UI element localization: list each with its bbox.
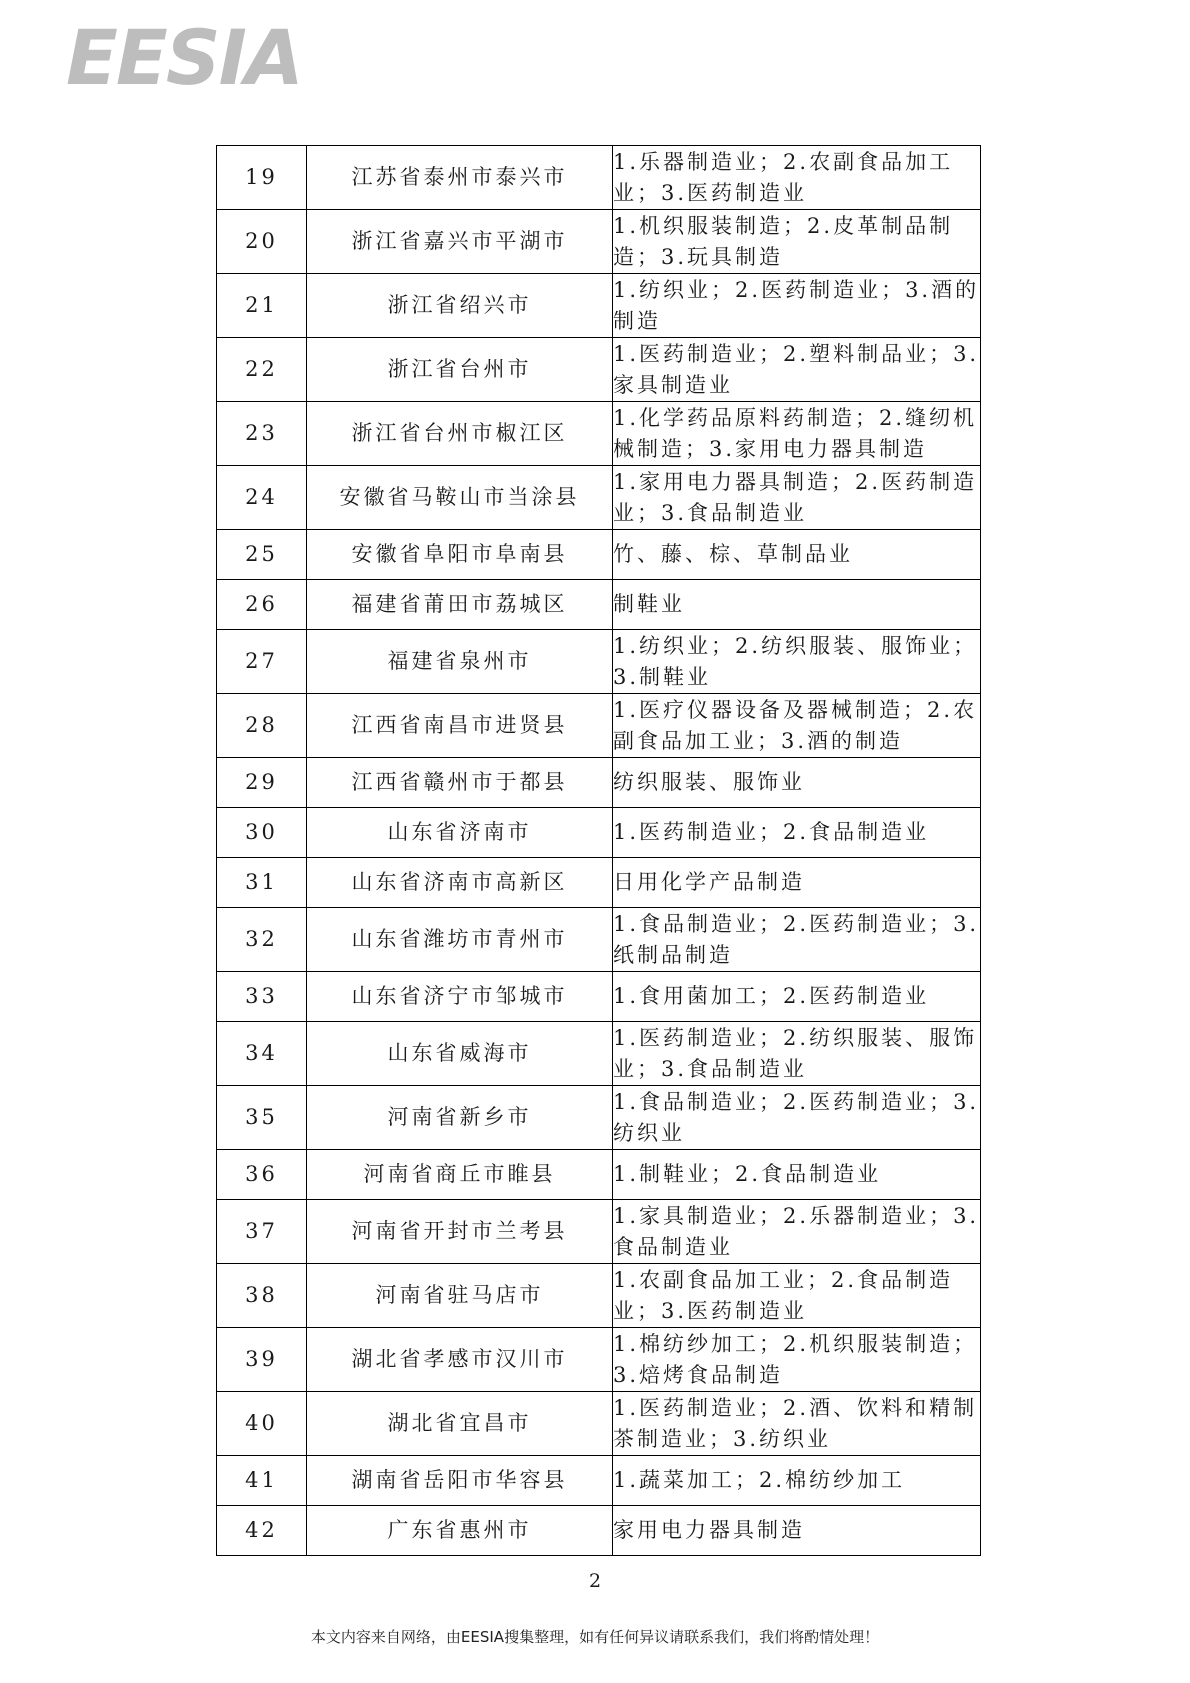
- industries: 纺织服装、服饰业: [613, 758, 981, 808]
- region-name: 安徽省马鞍山市当涂县: [307, 466, 613, 530]
- row-number: 30: [217, 808, 307, 858]
- table-row: [217, 1022, 981, 1086]
- region-name: 山东省潍坊市青州市: [307, 908, 613, 972]
- row-number: 23: [217, 402, 307, 466]
- row-number: 24: [217, 466, 307, 530]
- table-row: [217, 758, 981, 808]
- footer-note: 本文内容来自网络，由EESIA搜集整理，如有任何异议请联系我们，我们将酌情处理！: [310, 1628, 880, 1646]
- industries: 1.纺织业；2.纺织服装、服饰业；3.制鞋业: [613, 630, 981, 694]
- table-row: [217, 402, 981, 466]
- region-name: 湖北省宜昌市: [307, 1392, 613, 1456]
- industries: 1.医药制造业；2.塑料制品业；3.家具制造业: [613, 338, 981, 402]
- region-name: 江西省赣州市于都县: [307, 758, 613, 808]
- industries: 1.棉纺纱加工；2.机织服装制造；3.焙烤食品制造: [613, 1328, 981, 1392]
- table-row: [217, 580, 981, 630]
- industries: 竹、藤、棕、草制品业: [613, 530, 981, 580]
- row-number: 32: [217, 908, 307, 972]
- industries: 1.农副食品加工业；2.食品制造业；3.医药制造业: [613, 1264, 981, 1328]
- industries: 1.食品制造业；2.医药制造业；3.纺织业: [613, 1086, 981, 1150]
- region-name: 山东省济南市: [307, 808, 613, 858]
- region-name: 河南省商丘市睢县: [307, 1150, 613, 1200]
- table-row: [217, 808, 981, 858]
- industries: 1.医药制造业；2.食品制造业: [613, 808, 981, 858]
- industries: 1.化学药品原料药制造；2.缝纫机械制造；3.家用电力器具制造: [613, 402, 981, 466]
- table-row: [217, 274, 981, 338]
- row-number: 20: [217, 210, 307, 274]
- row-number: 35: [217, 1086, 307, 1150]
- row-number: 19: [217, 146, 307, 210]
- row-number: 27: [217, 630, 307, 694]
- industries: 1.家用电力器具制造；2.医药制造业；3.食品制造业: [613, 466, 981, 530]
- industries: 1.制鞋业；2.食品制造业: [613, 1150, 981, 1200]
- row-number: 37: [217, 1200, 307, 1264]
- row-number: 39: [217, 1328, 307, 1392]
- table-row: [217, 1086, 981, 1150]
- row-number: 22: [217, 338, 307, 402]
- logo: EESIA: [66, 13, 302, 102]
- region-name: 福建省泉州市: [307, 630, 613, 694]
- region-name: 江西省南昌市进贤县: [307, 694, 613, 758]
- industries: 1.机织服装制造；2.皮革制品制造；3.玩具制造: [613, 210, 981, 274]
- industries: 1.医药制造业；2.纺织服装、服饰业；3.食品制造业: [613, 1022, 981, 1086]
- region-industry-table: [216, 145, 981, 1556]
- table-row: [217, 146, 981, 210]
- region-name: 浙江省嘉兴市平湖市: [307, 210, 613, 274]
- row-number: 41: [217, 1456, 307, 1506]
- table-row: [217, 694, 981, 758]
- industries: 家用电力器具制造: [613, 1506, 981, 1556]
- table-row: [217, 1506, 981, 1556]
- industries: 1.蔬菜加工；2.棉纺纱加工: [613, 1456, 981, 1506]
- table-row: [217, 908, 981, 972]
- region-name: 浙江省台州市: [307, 338, 613, 402]
- table-body: [217, 146, 981, 1556]
- region-name: 山东省济宁市邹城市: [307, 972, 613, 1022]
- industries: 1.医疗仪器设备及器械制造；2.农副食品加工业；3.酒的制造: [613, 694, 981, 758]
- row-number: 28: [217, 694, 307, 758]
- table-row: [217, 1456, 981, 1506]
- industries: 1.医药制造业；2.酒、饮料和精制茶制造业；3.纺织业: [613, 1392, 981, 1456]
- region-name: 广东省惠州市: [307, 1506, 613, 1556]
- region-name: 湖南省岳阳市华容县: [307, 1456, 613, 1506]
- region-name: 河南省开封市兰考县: [307, 1200, 613, 1264]
- row-number: 40: [217, 1392, 307, 1456]
- row-number: 42: [217, 1506, 307, 1556]
- page-number: 2: [588, 1570, 602, 1592]
- region-name: 浙江省绍兴市: [307, 274, 613, 338]
- industries: 1.食用菌加工；2.医药制造业: [613, 972, 981, 1022]
- row-number: 25: [217, 530, 307, 580]
- table-row: [217, 530, 981, 580]
- table-row: [217, 466, 981, 530]
- industries: 1.家具制造业；2.乐器制造业；3.食品制造业: [613, 1200, 981, 1264]
- table-row: [217, 1264, 981, 1328]
- row-number: 31: [217, 858, 307, 908]
- table-row: [217, 630, 981, 694]
- region-name: 山东省济南市高新区: [307, 858, 613, 908]
- region-name: 湖北省孝感市汉川市: [307, 1328, 613, 1392]
- industries: 日用化学产品制造: [613, 858, 981, 908]
- row-number: 34: [217, 1022, 307, 1086]
- row-number: 33: [217, 972, 307, 1022]
- table-row: [217, 1150, 981, 1200]
- row-number: 29: [217, 758, 307, 808]
- row-number: 26: [217, 580, 307, 630]
- table-row: [217, 972, 981, 1022]
- table-row: [217, 1392, 981, 1456]
- region-name: 浙江省台州市椒江区: [307, 402, 613, 466]
- row-number: 38: [217, 1264, 307, 1328]
- table-row: [217, 1328, 981, 1392]
- industries: 1.纺织业；2.医药制造业；3.酒的制造: [613, 274, 981, 338]
- region-name: 安徽省阜阳市阜南县: [307, 530, 613, 580]
- region-name: 江苏省泰州市泰兴市: [307, 146, 613, 210]
- industries: 1.食品制造业；2.医药制造业；3.纸制品制造: [613, 908, 981, 972]
- table-row: [217, 210, 981, 274]
- region-name: 河南省新乡市: [307, 1086, 613, 1150]
- table-row: [217, 338, 981, 402]
- region-name: 河南省驻马店市: [307, 1264, 613, 1328]
- industries: 制鞋业: [613, 580, 981, 630]
- row-number: 21: [217, 274, 307, 338]
- row-number: 36: [217, 1150, 307, 1200]
- region-name: 福建省莆田市荔城区: [307, 580, 613, 630]
- table-row: [217, 858, 981, 908]
- industries: 1.乐器制造业；2.农副食品加工业；3.医药制造业: [613, 146, 981, 210]
- region-name: 山东省威海市: [307, 1022, 613, 1086]
- table-row: [217, 1200, 981, 1264]
